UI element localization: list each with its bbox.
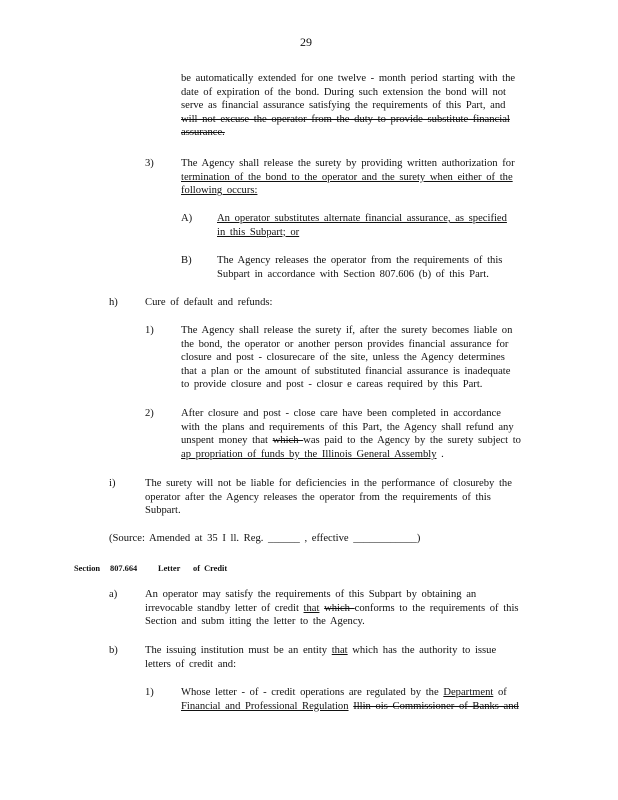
item-i-text: [145, 477, 512, 518]
text-run: The issuing institution must be an entity: [145, 645, 332, 656]
text-run: letters of credit and:: [145, 658, 237, 670]
text-line: [181, 686, 519, 700]
item-h2-number: 2): [145, 408, 154, 419]
text-run: , effective: [299, 533, 354, 544]
underlined-text: Department: [443, 687, 494, 698]
underlined-text: ap propriation of funds by the Illinois General Assembly: [181, 448, 437, 460]
text-line: [181, 113, 531, 127]
text-line: [109, 532, 420, 546]
text-run: The Agency releases the operator from the requirements of this: [217, 255, 503, 266]
text-run: operator after the Agency releases the operator from the requirements of this: [145, 491, 491, 503]
item-b-text: [145, 644, 496, 671]
text-line: [181, 99, 531, 113]
text-run: with the plans and requirements of this Part, the Agency shall refund any: [181, 421, 514, 433]
text-run: was paid to the Agency by the surety subject to: [303, 435, 521, 447]
item-h2-text: [181, 407, 521, 461]
section-title-part-1: Letter: [158, 564, 181, 573]
text-run: ______: [268, 533, 300, 544]
text-line: [181, 448, 521, 462]
item-2-continuation: [181, 72, 531, 140]
text-line: [181, 338, 512, 352]
underlined-text: Financial and Professional Regulation: [181, 700, 349, 712]
struck-text: which: [324, 602, 355, 614]
item-3-number: 3): [145, 158, 154, 169]
item-b-number: b): [109, 645, 118, 656]
item-h1-text: [181, 324, 512, 392]
text-run: irrevocable standby letter of credit: [145, 602, 304, 614]
text-run: which has the authority to issue: [347, 645, 497, 656]
text-line: [217, 226, 507, 240]
item-a-number: a): [109, 589, 118, 600]
item-a-text: [145, 588, 519, 629]
underlined-text: that: [303, 602, 320, 614]
text-line: [145, 658, 496, 672]
underlined-text: in this Subpart; or: [217, 226, 300, 238]
item-b1-text: [181, 686, 519, 713]
text-run: (Source: Amended at 35 I ll. Reg.: [109, 533, 269, 544]
text-run: be automatically extended for one twelve - month period starting with the: [181, 73, 516, 84]
item-b1-number: 1): [145, 687, 154, 698]
text-line: [181, 324, 512, 338]
underlined-text: An operator substitutes alternate financial assurance, as specified: [217, 213, 507, 224]
text-run: The Agency shall release the surety by providing written authorization for: [181, 158, 515, 169]
source-note: [109, 532, 420, 546]
text-line: [217, 254, 502, 268]
text-run: An operator may satisfy the requirements of this Subpart by obtaining an: [145, 589, 477, 600]
text-run: The Agency shall release the surety if, after the surety becomes liable on: [181, 325, 513, 336]
section-label: Section: [74, 564, 101, 573]
text-line: [181, 351, 512, 365]
text-run: the bond, the operator or another person provides financial assurance for: [181, 338, 509, 350]
text-line: [145, 296, 272, 310]
text-run: closure and post - closurecare of the site, unless the Agency determines: [181, 352, 505, 364]
text-run: serve as financial assurance satisfying the requirements of this Part, and: [181, 100, 506, 112]
item-3B-text: [217, 254, 502, 281]
section-number: 807.664: [110, 564, 138, 573]
struck-text: will not excuse the operator from the duty to provide substitute financial: [181, 113, 510, 125]
text-run: Cure of default and refunds:: [145, 297, 273, 308]
text-line: [145, 588, 519, 602]
text-run: Whose letter - of - credit operations are regulated by the: [181, 687, 444, 698]
item-3B-number: B): [181, 255, 192, 266]
text-run: of: [493, 687, 507, 698]
text-line: [181, 700, 519, 714]
text-line: [217, 212, 507, 226]
struck-text: Illin ois Commissioner of Banks and: [353, 700, 519, 712]
text-run: date of expiration of the bond. During such extension the bond will not: [181, 86, 506, 98]
text-line: [217, 268, 502, 282]
text-run: Section and subm itting the letter to the Agency.: [145, 616, 365, 628]
text-line: [145, 644, 496, 658]
text-run: Subpart.: [145, 505, 181, 517]
item-3A-number: A): [181, 213, 193, 224]
text-line: [145, 504, 512, 518]
item-3A-text: [217, 212, 507, 239]
text-run: ____________: [353, 533, 417, 544]
text-run: conforms to the requirements of this: [354, 602, 519, 614]
underlined-text: following occurs:: [181, 185, 258, 197]
underlined-text: that: [331, 645, 348, 656]
text-line: [145, 602, 519, 616]
text-run: .: [436, 448, 444, 460]
item-h1-number: 1): [145, 325, 154, 336]
text-line: [181, 171, 515, 185]
text-line: [145, 477, 512, 491]
text-line: [145, 491, 512, 505]
text-run: ): [416, 533, 421, 544]
text-run: Subpart in accordance with Section 807.606 (b) of this Part.: [217, 268, 489, 280]
page-number: 29: [300, 35, 312, 49]
text-line: [181, 378, 512, 392]
text-line: [181, 86, 531, 100]
section-title-part-2: of Credit: [193, 564, 228, 573]
text-run: After closure and post - close care have been completed in accordance: [181, 408, 501, 419]
text-line: [181, 421, 521, 435]
text-line: [145, 615, 519, 629]
struck-text: which: [272, 435, 304, 447]
underlined-text: termination of the bond to the operator and the surety when either of the: [181, 171, 513, 183]
item-i-number: i): [109, 478, 116, 489]
text-line: [181, 72, 531, 86]
text-run: The surety will not be liable for deficiencies in the performance of closureby the: [145, 478, 512, 489]
item-h-text: [145, 296, 272, 310]
text-line: [181, 184, 515, 198]
item-3-text: [181, 157, 515, 198]
text-line: [181, 434, 521, 448]
text-run: that a plan or the amount of substituted financial assurance is inadequate: [181, 365, 511, 377]
text-run: unspent money that: [181, 435, 273, 447]
text-line: [181, 365, 512, 379]
text-line: [181, 126, 531, 140]
item-h-number: h): [109, 297, 118, 308]
text-run: to provide closure and post - closur e careas required by this Part.: [181, 379, 483, 391]
text-line: [181, 157, 515, 171]
text-line: [181, 407, 521, 421]
struck-text: assurance.: [181, 127, 225, 139]
